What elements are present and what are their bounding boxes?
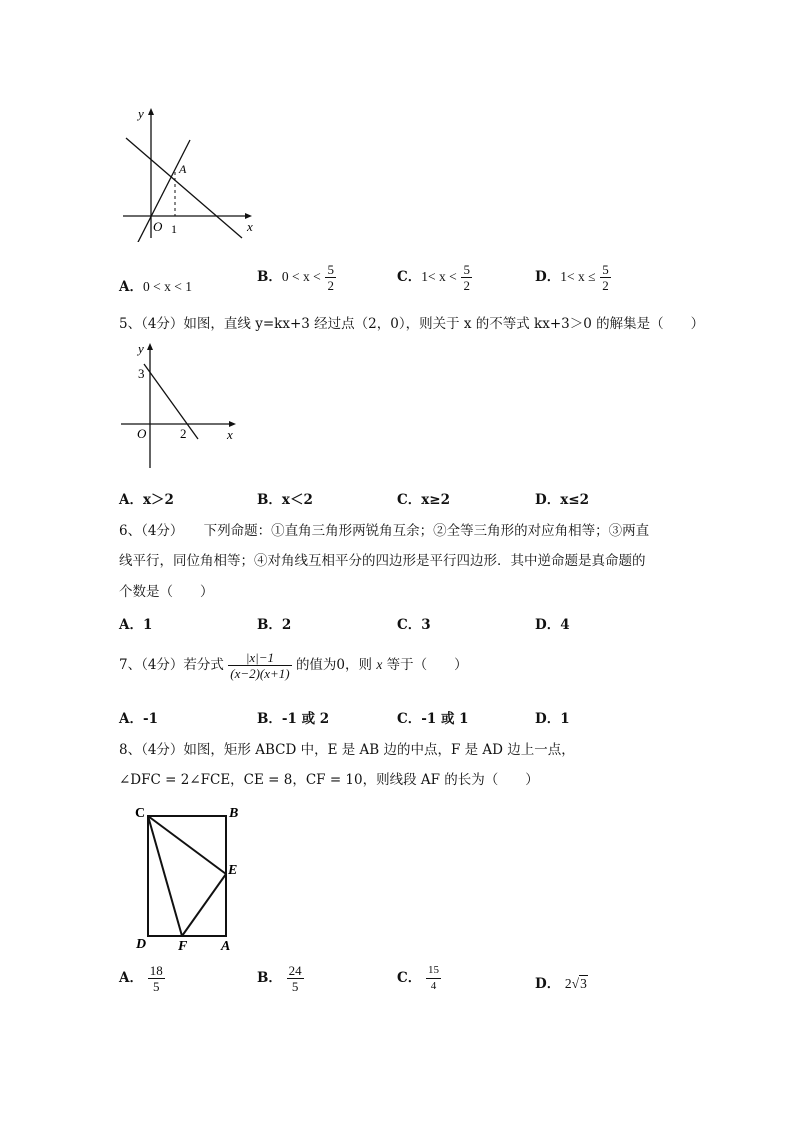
q5-y-label: y bbox=[138, 341, 144, 356]
q4-y-label: y bbox=[138, 106, 144, 121]
q8-label-b: B bbox=[229, 806, 239, 821]
q7-option-d: D．1 bbox=[535, 711, 570, 727]
q5-option-c: C．x≥2 bbox=[397, 492, 450, 508]
fraction-denominator: 2 bbox=[602, 278, 609, 293]
q8-stem-line-1: 8、（4分）如图，矩形 ABCD 中，E 是 AB 边的中点，F 是 AD 边上一点， bbox=[119, 742, 575, 758]
q7-suffix: 等于（ ） bbox=[386, 657, 468, 673]
fraction-numerator: 18 bbox=[149, 963, 163, 978]
q8-option-c-fraction bbox=[426, 963, 441, 994]
q7-prefix: 7、（4分）若分式 bbox=[119, 657, 224, 673]
q5-tick-2-label: 2 bbox=[180, 426, 187, 441]
q7-fraction bbox=[228, 650, 291, 681]
q6-stem-line-3: 个数是（ ） bbox=[119, 584, 214, 600]
q4-y-arrow bbox=[148, 108, 154, 115]
q4-option-d bbox=[535, 262, 611, 293]
fraction-denominator: 2 bbox=[463, 278, 470, 293]
q7-numerator: |x|−1 bbox=[228, 650, 291, 666]
q6-option-b: B．2 bbox=[257, 617, 292, 633]
q4-figure bbox=[118, 102, 260, 242]
q5-line bbox=[144, 364, 198, 439]
fraction-denominator: 5 bbox=[291, 979, 299, 994]
q8-option-d bbox=[535, 972, 588, 992]
fraction-numerator: 15 bbox=[426, 963, 441, 979]
q6-stem-line-2: 线平行，同位角相等；④对角线互相平分的四边形是平行四边形．其中逆命题是真命题的 bbox=[119, 553, 646, 569]
fraction-numerator: 5 bbox=[602, 262, 609, 277]
q5-figure bbox=[118, 338, 248, 472]
q7-option-a: A．-1 bbox=[119, 711, 158, 727]
q8-figure bbox=[130, 800, 250, 954]
q5-option-b: B．x＜2 bbox=[257, 492, 313, 508]
q4-option-a-label: A． bbox=[119, 279, 143, 295]
q4-option-c-label: C． bbox=[397, 269, 422, 285]
q4-option-c-lhs: 1< x < bbox=[421, 269, 457, 284]
q4-origin-label: O bbox=[153, 219, 163, 234]
q8-segment-ce bbox=[148, 816, 226, 874]
q8-option-d-radical-sign: √ bbox=[571, 976, 580, 991]
q8-stem-line-2: ∠DFC = 2∠FCE，CE = 8，CF = 10，则线段 AF 的长为（ ） bbox=[119, 772, 539, 788]
q8-label-a: A bbox=[221, 939, 231, 954]
fraction-numerator: 24 bbox=[288, 963, 302, 978]
q8-segment-cf bbox=[148, 816, 182, 936]
q7-denominator: (x−2)(x+1) bbox=[230, 666, 290, 681]
q4-option-d-label: D． bbox=[535, 269, 561, 285]
q7-option-b: B．-1 或 2 bbox=[257, 711, 330, 727]
q8-option-a-label: A． bbox=[119, 970, 143, 986]
q5-option-d: D．x≤2 bbox=[535, 492, 589, 508]
fraction-numerator: 5 bbox=[327, 262, 334, 277]
fraction-denominator: 2 bbox=[327, 278, 334, 293]
q4-option-d-lhs: 1< x ≤ bbox=[560, 269, 596, 284]
q8-label-e: E bbox=[228, 863, 238, 878]
q8-option-a bbox=[119, 963, 165, 994]
q8-label-f: F bbox=[178, 939, 188, 954]
q8-label-c: C bbox=[135, 806, 146, 821]
q6-option-a: A．1 bbox=[119, 617, 153, 633]
q4-x-label: x bbox=[247, 219, 253, 234]
q8-option-c bbox=[397, 963, 441, 994]
q5-x-label: x bbox=[227, 427, 233, 442]
q7-variable: x bbox=[376, 657, 383, 672]
q4-option-b-lhs: 0 < x < bbox=[281, 269, 321, 284]
q5-origin-label: O bbox=[137, 426, 147, 441]
q8-option-d-coef: 2 bbox=[564, 976, 572, 991]
q4-option-b-label: B． bbox=[257, 269, 282, 285]
q7-mid: 的值为0，则 bbox=[295, 657, 373, 673]
q7-stem bbox=[119, 650, 468, 681]
q8-option-b bbox=[257, 963, 304, 994]
q4-option-a-text: 0 < x < 1 bbox=[142, 279, 192, 294]
q5-tick-3-label: 3 bbox=[138, 366, 145, 381]
fraction-denominator: 5 bbox=[152, 979, 160, 994]
q8-rectangle bbox=[148, 816, 226, 936]
fraction-numerator: 5 bbox=[463, 262, 470, 277]
q8-option-b-fraction bbox=[287, 963, 304, 994]
q8-option-c-label: C． bbox=[397, 970, 422, 986]
fraction-denominator: 4 bbox=[430, 980, 437, 992]
q6-option-d: D．4 bbox=[535, 617, 570, 633]
q8-option-a-fraction bbox=[148, 963, 165, 994]
q8-option-d-radicand: 3 bbox=[580, 976, 587, 991]
q8-label-d: D bbox=[136, 937, 147, 952]
q4-point-a-label: A bbox=[179, 162, 187, 176]
q4-option-d-fraction bbox=[600, 262, 611, 293]
q8-option-d-label: D． bbox=[535, 976, 561, 992]
q7-option-c: C．-1 或 1 bbox=[397, 711, 469, 727]
q6-option-c: C．3 bbox=[397, 617, 431, 633]
q4-option-c bbox=[397, 262, 472, 293]
q4-tick-1-label: 1 bbox=[171, 222, 177, 236]
q5-option-a: A．x＞2 bbox=[119, 492, 174, 508]
q8-segment-fe bbox=[182, 874, 226, 936]
q5-stem: 5、（4分）如图，直线 y=kx+3 经过点（2，0），则关于 x 的不等式 kx+3＞0 的解集是（ ） bbox=[119, 316, 705, 332]
q4-option-b bbox=[257, 262, 336, 293]
q6-stem-line-1: 6、（4分） 下列命题：①直角三角形两锐角互余；②全等三角形的对应角相等；③两直 bbox=[119, 523, 650, 539]
q8-option-b-label: B． bbox=[257, 970, 282, 986]
q4-option-b-fraction bbox=[325, 262, 336, 293]
q4-option-a bbox=[119, 275, 192, 295]
q5-y-arrow bbox=[147, 343, 153, 350]
q4-option-c-fraction bbox=[461, 262, 472, 293]
